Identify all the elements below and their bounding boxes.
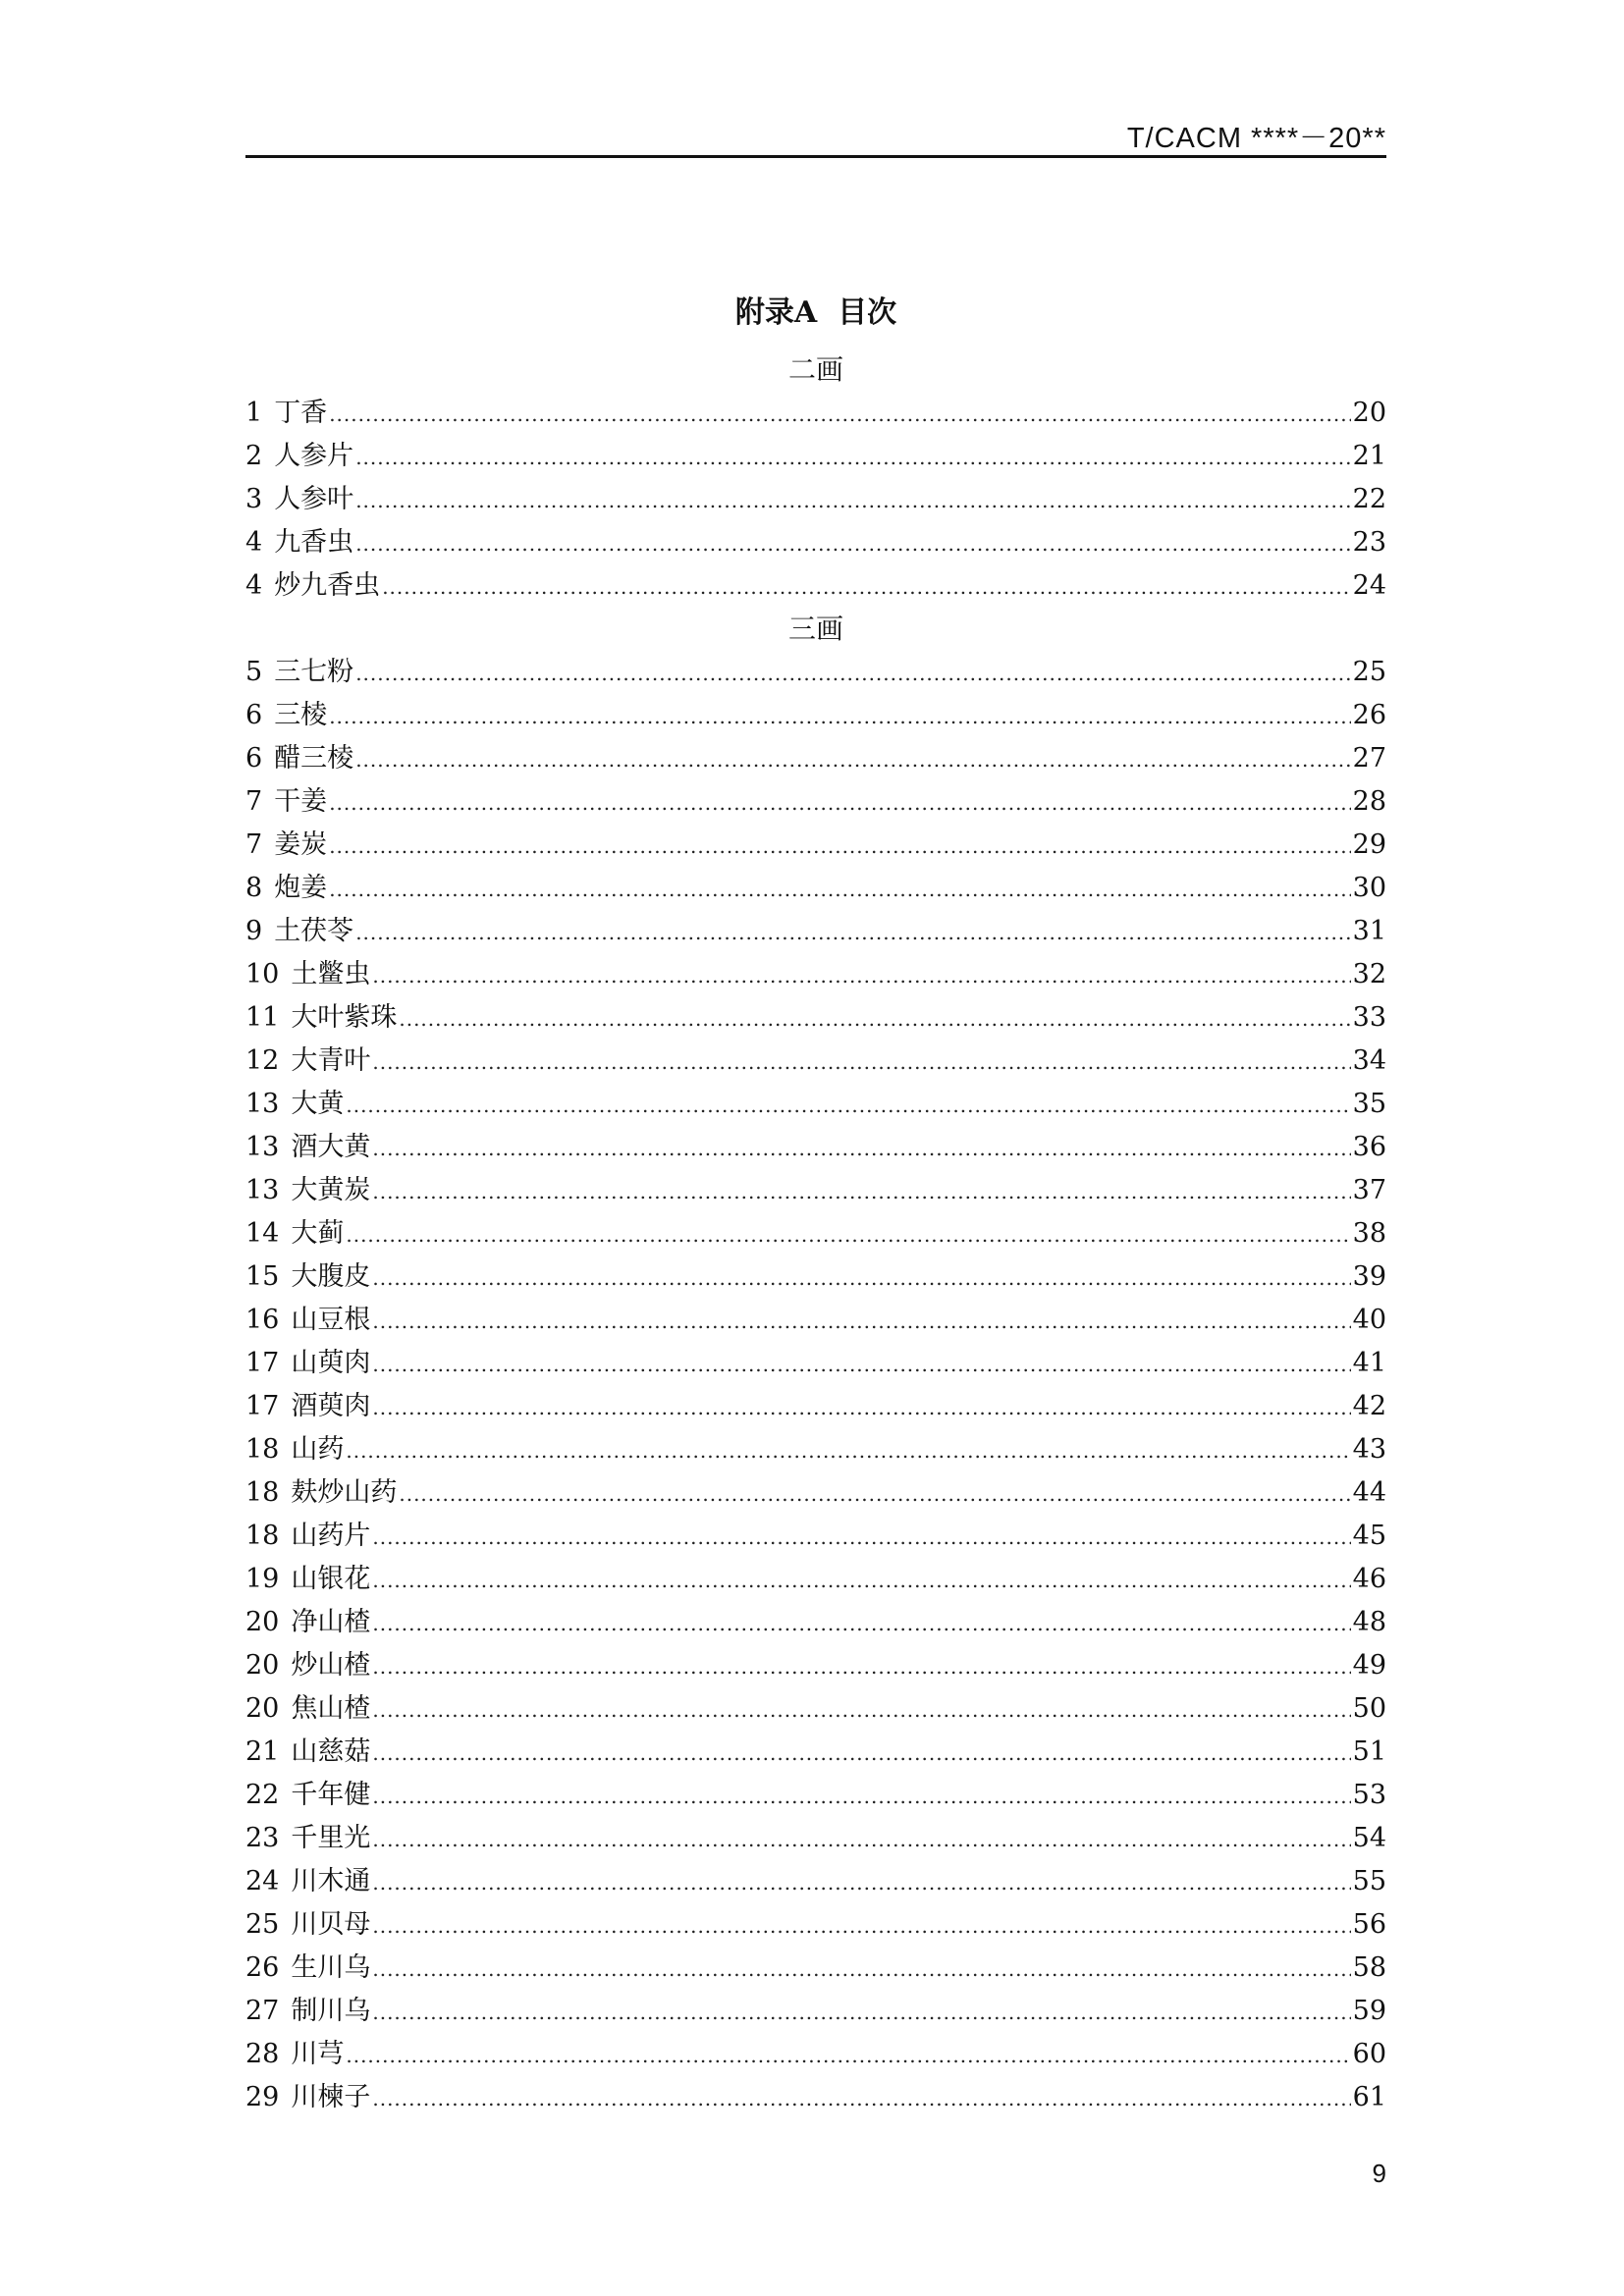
toc-entry-page: 53	[1352, 1780, 1386, 1810]
toc-entry-name: 大叶紫珠	[291, 1002, 398, 1033]
toc-entry[interactable]	[245, 2076, 1386, 2119]
toc-entry[interactable]	[245, 953, 1386, 996]
toc-entry-page: 38	[1352, 1218, 1386, 1249]
toc-entry-name: 山药	[291, 1434, 345, 1465]
toc-entry-number: 11	[245, 1002, 280, 1033]
toc-entry-page: 32	[1352, 959, 1386, 989]
toc-entry-name: 麸炒山药	[291, 1477, 398, 1508]
toc-entry-page: 29	[1352, 829, 1386, 860]
toc-entry-page: 58	[1352, 1952, 1386, 1983]
header-rule	[245, 155, 1386, 158]
dot-leader	[372, 1732, 1350, 1775]
toc-entry-name: 大蓟	[291, 1218, 345, 1249]
dot-leader	[372, 1041, 1350, 1084]
dot-leader	[355, 911, 1350, 954]
toc-entry[interactable]	[245, 1342, 1386, 1385]
toc-entry-name: 山药片	[291, 1521, 371, 1551]
toc-entry[interactable]	[245, 1126, 1386, 1169]
toc-entry[interactable]	[245, 1299, 1386, 1342]
dot-leader	[372, 1127, 1350, 1170]
dot-leader	[372, 1516, 1350, 1559]
toc-entry[interactable]	[245, 1428, 1386, 1471]
toc-entry-name: 三棱	[274, 700, 328, 730]
toc-entry[interactable]	[245, 737, 1386, 780]
toc-entry-page: 48	[1352, 1607, 1386, 1637]
dot-leader	[382, 565, 1350, 609]
toc-entry[interactable]	[245, 435, 1386, 478]
toc-entry[interactable]	[245, 1212, 1386, 1255]
dot-leader	[372, 1818, 1350, 1861]
dot-leader	[372, 954, 1350, 997]
toc-entry-number: 20	[245, 1650, 280, 1681]
toc-entry-page: 43	[1352, 1434, 1386, 1465]
toc-entry-number: 28	[245, 2039, 280, 2069]
toc-entry-name: 山豆根	[291, 1305, 371, 1335]
toc-entry[interactable]	[245, 867, 1386, 910]
toc-entry-page: 39	[1352, 1261, 1386, 1292]
toc-entry-name: 净山楂	[291, 1607, 371, 1637]
toc-entry-number: 4	[245, 570, 263, 601]
toc-entry-name: 人参片	[274, 441, 354, 471]
dot-leader	[329, 393, 1350, 436]
toc-entry-name: 炒山楂	[291, 1650, 371, 1681]
dot-leader	[372, 1559, 1350, 1602]
toc-entry[interactable]	[245, 1385, 1386, 1428]
toc-entry-page: 31	[1352, 916, 1386, 946]
toc-entry-number: 23	[245, 1823, 280, 1853]
dot-leader	[372, 1386, 1350, 1429]
toc-entry-page: 28	[1352, 786, 1386, 817]
toc-entry[interactable]	[245, 521, 1386, 564]
dot-leader	[372, 1688, 1350, 1732]
toc-entry[interactable]	[245, 694, 1386, 737]
toc-entry-name: 土鳖虫	[291, 959, 371, 989]
toc-entry-number: 17	[245, 1348, 280, 1378]
toc-entry-page: 41	[1352, 1348, 1386, 1378]
toc-entry[interactable]	[245, 564, 1386, 608]
toc-entry[interactable]	[245, 1255, 1386, 1299]
toc-entry[interactable]	[245, 780, 1386, 824]
toc-entry[interactable]	[245, 1947, 1386, 1990]
toc-entry[interactable]	[245, 1731, 1386, 1774]
table-of-contents	[245, 348, 1386, 2119]
toc-entry-page: 40	[1352, 1305, 1386, 1335]
dot-leader	[355, 522, 1350, 565]
toc-entry-page: 34	[1352, 1045, 1386, 1076]
dot-leader	[399, 997, 1350, 1041]
toc-entry-number: 27	[245, 1996, 280, 2026]
dot-leader	[372, 1256, 1350, 1300]
toc-entry-number: 22	[245, 1780, 280, 1810]
toc-entry-name: 大黄	[291, 1089, 345, 1119]
toc-entry-number: 8	[245, 873, 263, 903]
toc-entry-page: 37	[1352, 1175, 1386, 1205]
toc-entry-number: 24	[245, 1866, 280, 1896]
dot-leader	[329, 695, 1350, 738]
toc-entry[interactable]	[245, 1817, 1386, 1860]
toc-entry[interactable]	[245, 910, 1386, 953]
toc-entry-name: 土茯苓	[274, 916, 354, 946]
dot-leader	[372, 2077, 1350, 2120]
toc-entry-number: 7	[245, 829, 263, 860]
dot-leader	[346, 1084, 1350, 1127]
page-number: 9	[1372, 2159, 1386, 2188]
toc-entry-page: 49	[1352, 1650, 1386, 1681]
dot-leader	[372, 1775, 1350, 1818]
toc-entry[interactable]	[245, 996, 1386, 1040]
toc-entry[interactable]	[245, 1990, 1386, 2033]
toc-entry-name: 制川乌	[291, 1996, 371, 2026]
toc-entry-number: 16	[245, 1305, 280, 1335]
toc-entry-page: 45	[1352, 1521, 1386, 1551]
toc-entry[interactable]	[245, 1644, 1386, 1687]
toc-entry-name: 大腹皮	[291, 1261, 371, 1292]
toc-entry-number: 26	[245, 1952, 280, 1983]
toc-entry-name: 千里光	[291, 1823, 371, 1853]
toc-entry-name: 酒大黄	[291, 1132, 371, 1162]
toc-entry-page: 44	[1352, 1477, 1386, 1508]
toc-entry[interactable]	[245, 392, 1386, 435]
page-title: 附录A 目次	[734, 295, 897, 330]
toc-entry-name: 丁香	[274, 398, 328, 428]
toc-entry[interactable]	[245, 2033, 1386, 2076]
toc-entry-page: 20	[1352, 398, 1386, 428]
dot-leader	[372, 1602, 1350, 1645]
toc-entry-page: 60	[1352, 2039, 1386, 2069]
toc-entry-page: 46	[1352, 1564, 1386, 1594]
toc-entry-name: 大黄炭	[291, 1175, 371, 1205]
toc-entry-name: 川楝子	[291, 2082, 371, 2112]
toc-entry-page: 35	[1352, 1089, 1386, 1119]
toc-entry[interactable]	[245, 1040, 1386, 1083]
toc-entry-name: 人参叶	[274, 484, 354, 514]
toc-entry[interactable]	[245, 1471, 1386, 1515]
dot-leader	[372, 1904, 1350, 1948]
toc-entry-number: 19	[245, 1564, 280, 1594]
toc-entry-page: 61	[1352, 2082, 1386, 2112]
toc-entry-name: 大青叶	[291, 1045, 371, 1076]
dot-leader	[372, 1343, 1350, 1386]
toc-entry-page: 59	[1352, 1996, 1386, 2026]
toc-entry-name: 九香虫	[274, 527, 354, 558]
toc-entry-page: 30	[1352, 873, 1386, 903]
toc-entry-number: 12	[245, 1045, 280, 1076]
toc-entry-number: 20	[245, 1607, 280, 1637]
dot-leader	[372, 1991, 1350, 2034]
toc-entry-name: 千年健	[291, 1780, 371, 1810]
toc-entry-page: 27	[1352, 743, 1386, 774]
toc-entry-name: 川木通	[291, 1866, 371, 1896]
toc-entry-page: 36	[1352, 1132, 1386, 1162]
dot-leader	[346, 1213, 1350, 1256]
toc-entry[interactable]	[245, 1558, 1386, 1601]
toc-entry-number: 18	[245, 1521, 280, 1551]
toc-entry-page: 56	[1352, 1909, 1386, 1940]
toc-entry-number: 6	[245, 743, 263, 774]
toc-entry-page: 50	[1352, 1693, 1386, 1724]
toc-entry-name: 山银花	[291, 1564, 371, 1594]
toc-entry-page: 21	[1352, 441, 1386, 471]
toc-entry[interactable]	[245, 1903, 1386, 1947]
toc-entry-name: 山慈菇	[291, 1736, 371, 1767]
toc-entry-name: 川贝母	[291, 1909, 371, 1940]
toc-entry[interactable]	[245, 1774, 1386, 1817]
toc-entry-number: 13	[245, 1132, 280, 1162]
toc-entry[interactable]	[245, 1083, 1386, 1126]
dot-leader	[355, 652, 1350, 695]
toc-entry-name: 川芎	[291, 2039, 345, 2069]
dot-leader	[329, 781, 1350, 825]
toc-entry-number: 6	[245, 700, 263, 730]
toc-entry-name: 酒萸肉	[291, 1391, 371, 1421]
toc-entry-number: 25	[245, 1909, 280, 1940]
document-code: T/CACM ****－20**	[1126, 123, 1386, 154]
dot-leader	[399, 1472, 1350, 1516]
toc-entry-number: 10	[245, 959, 280, 989]
toc-entry-name: 生川乌	[291, 1952, 371, 1983]
toc-entry-number: 29	[245, 2082, 280, 2112]
toc-entry-page: 23	[1352, 527, 1386, 558]
toc-entry-page: 33	[1352, 1002, 1386, 1033]
toc-entry[interactable]	[245, 1515, 1386, 1558]
toc-entry-page: 51	[1352, 1736, 1386, 1767]
dot-leader	[355, 479, 1350, 522]
dot-leader	[372, 1300, 1350, 1343]
toc-entry-number: 2	[245, 441, 263, 471]
toc-entry[interactable]	[245, 1169, 1386, 1212]
toc-entry-page: 22	[1352, 484, 1386, 514]
toc-entry-number: 17	[245, 1391, 280, 1421]
toc-entry-number: 18	[245, 1434, 280, 1465]
toc-entry-number: 3	[245, 484, 263, 514]
toc-entry-page: 42	[1352, 1391, 1386, 1421]
toc-entry-number: 13	[245, 1175, 280, 1205]
dot-leader	[355, 738, 1350, 781]
toc-entry[interactable]	[245, 478, 1386, 521]
toc-entry[interactable]	[245, 651, 1386, 694]
toc-entry-number: 18	[245, 1477, 280, 1508]
toc-entry-number: 7	[245, 786, 263, 817]
dot-leader	[329, 868, 1350, 911]
toc-entry-page: 25	[1352, 657, 1386, 687]
dot-leader	[355, 436, 1350, 479]
toc-entry-page: 55	[1352, 1866, 1386, 1896]
toc-entry-number: 21	[245, 1736, 280, 1767]
toc-entry-name: 姜炭	[274, 829, 328, 860]
toc-entry-name: 醋三棱	[274, 743, 354, 774]
dot-leader	[372, 1948, 1350, 1991]
toc-entry-page: 54	[1352, 1823, 1386, 1853]
toc-entry-number: 15	[245, 1261, 280, 1292]
toc-entry[interactable]	[245, 1687, 1386, 1731]
toc-entry-number: 4	[245, 527, 263, 558]
toc-entry-page: 26	[1352, 700, 1386, 730]
toc-entry-number: 1	[245, 398, 263, 428]
dot-leader	[372, 1645, 1350, 1688]
dot-leader	[346, 1429, 1350, 1472]
toc-entry[interactable]	[245, 1860, 1386, 1903]
dot-leader	[346, 2034, 1350, 2077]
toc-section-heading: 二画	[787, 353, 843, 386]
toc-entry-number: 13	[245, 1089, 280, 1119]
toc-entry-name: 干姜	[274, 786, 328, 817]
toc-entry-name: 炒九香虫	[274, 570, 381, 601]
dot-leader	[372, 1861, 1350, 1904]
dot-leader	[372, 1170, 1350, 1213]
toc-entry-name: 焦山楂	[291, 1693, 371, 1724]
toc-entry[interactable]	[245, 1601, 1386, 1644]
toc-entry-page: 24	[1352, 570, 1386, 601]
toc-entry-number: 9	[245, 916, 263, 946]
toc-entry[interactable]	[245, 824, 1386, 867]
toc-entry-number: 5	[245, 657, 263, 687]
toc-entry-name: 山萸肉	[291, 1348, 371, 1378]
toc-entry-name: 炮姜	[274, 873, 328, 903]
toc-entry-name: 三七粉	[274, 657, 354, 687]
dot-leader	[329, 825, 1350, 868]
toc-entry-number: 14	[245, 1218, 280, 1249]
toc-entry-number: 20	[245, 1693, 280, 1724]
toc-section-heading: 三画	[787, 613, 843, 645]
